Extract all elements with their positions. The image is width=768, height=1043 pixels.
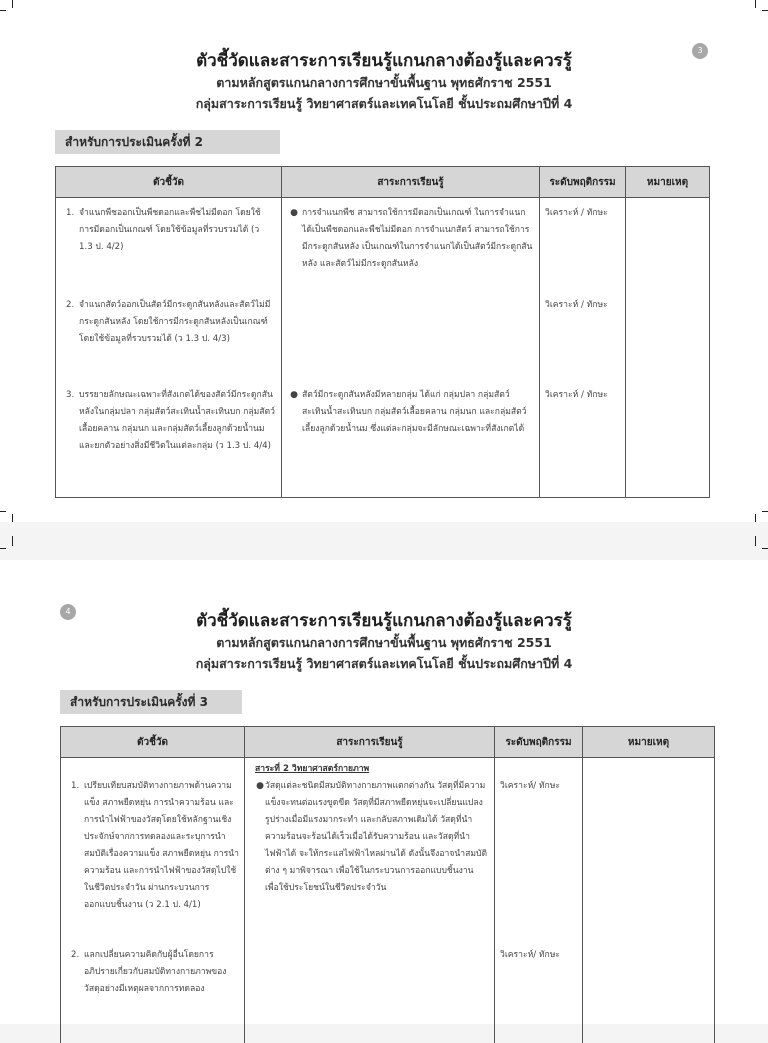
remarks-cell xyxy=(626,293,710,383)
header-indicator: ตัวชี้วัด xyxy=(56,167,282,198)
behavior-level-cell: วิเคราะห์/ ทักษะ xyxy=(495,758,583,943)
crop-mark-top-right xyxy=(744,536,768,564)
content-cell xyxy=(245,758,495,943)
indicator-number: 3. xyxy=(66,389,75,400)
header-learning-content: สาระการเรียนรู้ xyxy=(282,167,540,198)
title-block xyxy=(0,610,768,674)
page-subtitle-subject: กลุ่มสาระการเรียนรู้ วิทยาศาสตร์และเทคโนโลยี ชั้นประถมศึกษาปีที่ 4 xyxy=(195,96,573,111)
strand-heading: สาระที่ 2 วิทยาศาสตร์กายภาพ xyxy=(255,764,370,774)
page-subtitle-subject: กลุ่มสาระการเรียนรู้ วิทยาศาสตร์และเทคโนโลยี ชั้นประถมศึกษาปีที่ 4 xyxy=(195,656,573,671)
title-block xyxy=(0,50,768,114)
bullet-icon: ● xyxy=(290,208,298,218)
remarks-cell xyxy=(583,943,715,1043)
indicator-table xyxy=(55,166,710,498)
page-number-badge: 3 xyxy=(692,43,708,59)
indicator-cell xyxy=(56,383,282,498)
content-cell xyxy=(282,293,540,383)
header-learning-content: สาระการเรียนรู้ xyxy=(245,727,495,758)
page-title: ตัวชี้วัดและสาระการเรียนรู้แกนกลางต้องรู้และควรรู้ xyxy=(196,611,572,631)
crop-mark-top-right xyxy=(744,0,768,26)
indicator-number: 2. xyxy=(71,949,80,960)
table-header-row xyxy=(56,167,710,198)
crop-mark-bottom-left xyxy=(0,496,24,524)
crop-mark-top-left xyxy=(0,536,24,564)
content-cell xyxy=(282,383,540,498)
section-heading-assessment-2: สำหรับการประเมินครั้งที่ 2 xyxy=(55,130,280,154)
content-cell xyxy=(282,198,540,293)
page-number-badge: 4 xyxy=(60,604,76,620)
remarks-cell xyxy=(626,383,710,498)
indicator-number: 1. xyxy=(71,781,80,791)
table-row xyxy=(56,383,710,498)
behavior-level-cell: วิเคราะห์ / ทักษะ xyxy=(540,293,626,383)
indicator-cell xyxy=(56,293,282,383)
remarks-cell xyxy=(583,758,715,943)
indicator-text: เปรียบเทียบสมบัติทางกายภาพด้านความแข็ง สภาพยืดหยุ่น การนำความร้อน และการนำไฟฟ้าของวัสดุโดยใช้หลักฐานเชิงประจักษ์จากการทดลองและระบุการนำสมบัติเรื่องความแข็ง สภาพยืดหยุ่น การนำความร้อน และการนำไฟฟ้าของวัสดุไปใช้ในชีวิตประจำวัน ผ่านกระบวนการออกแบบชิ้นงาน (ว 2.1 ป. 4/1) xyxy=(84,781,239,910)
page-title: ตัวชี้วัดและสาระการเรียนรู้แกนกลางต้องรู้และควรรู้ xyxy=(196,51,572,71)
table-row xyxy=(56,293,710,383)
table-row xyxy=(61,758,715,943)
content-text: การจำแนกพืช สามารถใช้การมีดอกเป็นเกณฑ์ ในการจำแนกได้เป็นพืชดอกและพืชไม่มีดอก การจำแนกสัตว์ สามารถใช้การมีกระดูกสันหลัง เป็นเกณฑ์ในการจำแนกได้เป็นสัตว์มีกระดูกสันหลัง และสัตว์ไม่มีกระดูกสันหลัง xyxy=(302,208,533,269)
indicator-text: บรรยายลักษณะเฉพาะที่สังเกตได้ของสัตว์มีกระดูกสันหลังในกลุ่มปลา กลุ่มสัตว์สะเทินน้ำสะเทินบก กลุ่มสัตว์เลื้อยคลาน กลุ่มนก และกลุ่มสัตว์เลี้ยงลูกด้วยน้ำนม และยกตัวอย่างสิ่งมีชีวิตในแต่ละกลุ่ม (ว 1.3 ป. 4/4) xyxy=(79,389,275,451)
page-gap xyxy=(0,522,768,560)
remarks-cell xyxy=(626,198,710,293)
page-subtitle-curriculum: ตามหลักสูตรแกนกลางการศึกษาขั้นพื้นฐาน พุทธศักราช 2551 xyxy=(216,635,552,650)
section-heading-assessment-3: สำหรับการประเมินครั้งที่ 3 xyxy=(60,690,242,714)
header-indicator: ตัวชี้วัด xyxy=(61,727,245,758)
indicator-cell xyxy=(61,943,245,1043)
crop-mark-bottom-right xyxy=(744,496,768,524)
header-behavior-level: ระดับพฤติกรรม xyxy=(540,167,626,198)
document-page-4 xyxy=(0,560,768,1024)
content-text: สัตว์มีกระดูกสันหลังมีหลายกลุ่ม ได้แก่ กลุ่มปลา กลุ่มสัตว์สะเทินน้ำสะเทินบก กลุ่มสัตว์เลื้อยคลาน กลุ่มนก และกลุ่มสัตว์เลี้ยงลูกด้วยน้ำนม ซึ่งแต่ละกลุ่มจะมีลักษณะเฉพาะที่สังเกตได้ xyxy=(302,389,527,434)
table-row xyxy=(61,943,715,1043)
behavior-level-cell: วิเคราะห์ / ทักษะ xyxy=(540,198,626,293)
behavior-level-cell: วิเคราะห์/ ทักษะ xyxy=(495,943,583,1043)
crop-mark-top-left xyxy=(0,0,24,26)
indicator-number: 1. xyxy=(66,208,75,218)
table-row xyxy=(56,198,710,293)
content-text: วัสดุแต่ละชนิดมีสมบัติทางกายภาพแตกต่างกัน วัสดุที่มีความแข็งจะทนต่อแรงขูดขีด วัสดุที่มีสภาพยืดหยุ่นจะเปลี่ยนแปลงรูปร่างเมื่อมีแรงมากระทำ และกลับสภาพเดิมได้ วัสดุที่นำความร้อนจะร้อนได้เร็วเมื่อได้รับความร้อน และวัสดุที่นำไฟฟ้าได้ จะให้กระแสไฟฟ้าไหลผ่านได้ ดังนั้นจึงอาจนำสมบัติต่าง ๆ มาพิจารณา เพื่อใช้ในกระบวนการออกแบบชิ้นงาน เพื่อใช้ประโยชน์ในชีวิตประจำวัน xyxy=(265,781,488,893)
indicator-text: แลกเปลี่ยนความคิดกับผู้อื่นโดยการอภิปรายเกี่ยวกับสมบัติทางกายภาพของวัสดุอย่างมีเหตุผลจากการทดลอง xyxy=(84,949,227,994)
indicator-text: จำแนกพืชออกเป็นพืชดอกและพืชไม่มีดอก โดยใช้การมีดอกเป็นเกณฑ์ โดยใช้ข้อมูลที่รวบรวมได้ (ว 1.3 ป. 4/2) xyxy=(79,208,261,252)
indicator-cell xyxy=(61,758,245,943)
content-cell xyxy=(245,943,495,1043)
indicator-table xyxy=(60,726,715,1043)
indicator-cell xyxy=(56,198,282,293)
indicator-text: จำแนกสัตว์ออกเป็นสัตว์มีกระดูกสันหลังและสัตว์ไม่มีกระดูกสันหลัง โดยใช้การมีกระดูกสันหลังเป็นเกณฑ์ โดยใช้ข้อมูลที่รวบรวมได้ (ว 1.3 ป. 4/3) xyxy=(79,299,271,344)
behavior-level-cell: วิเคราะห์ / ทักษะ xyxy=(540,383,626,498)
bullet-icon: ● xyxy=(290,389,298,400)
header-remarks: หมายเหตุ xyxy=(626,167,710,198)
page-subtitle-curriculum: ตามหลักสูตรแกนกลางการศึกษาขั้นพื้นฐาน พุทธศักราช 2551 xyxy=(216,75,552,90)
table-header-row xyxy=(61,727,715,758)
indicator-number: 2. xyxy=(66,299,75,310)
header-behavior-level: ระดับพฤติกรรม xyxy=(495,727,583,758)
bullet-icon: ● xyxy=(256,781,264,791)
header-remarks: หมายเหตุ xyxy=(583,727,715,758)
